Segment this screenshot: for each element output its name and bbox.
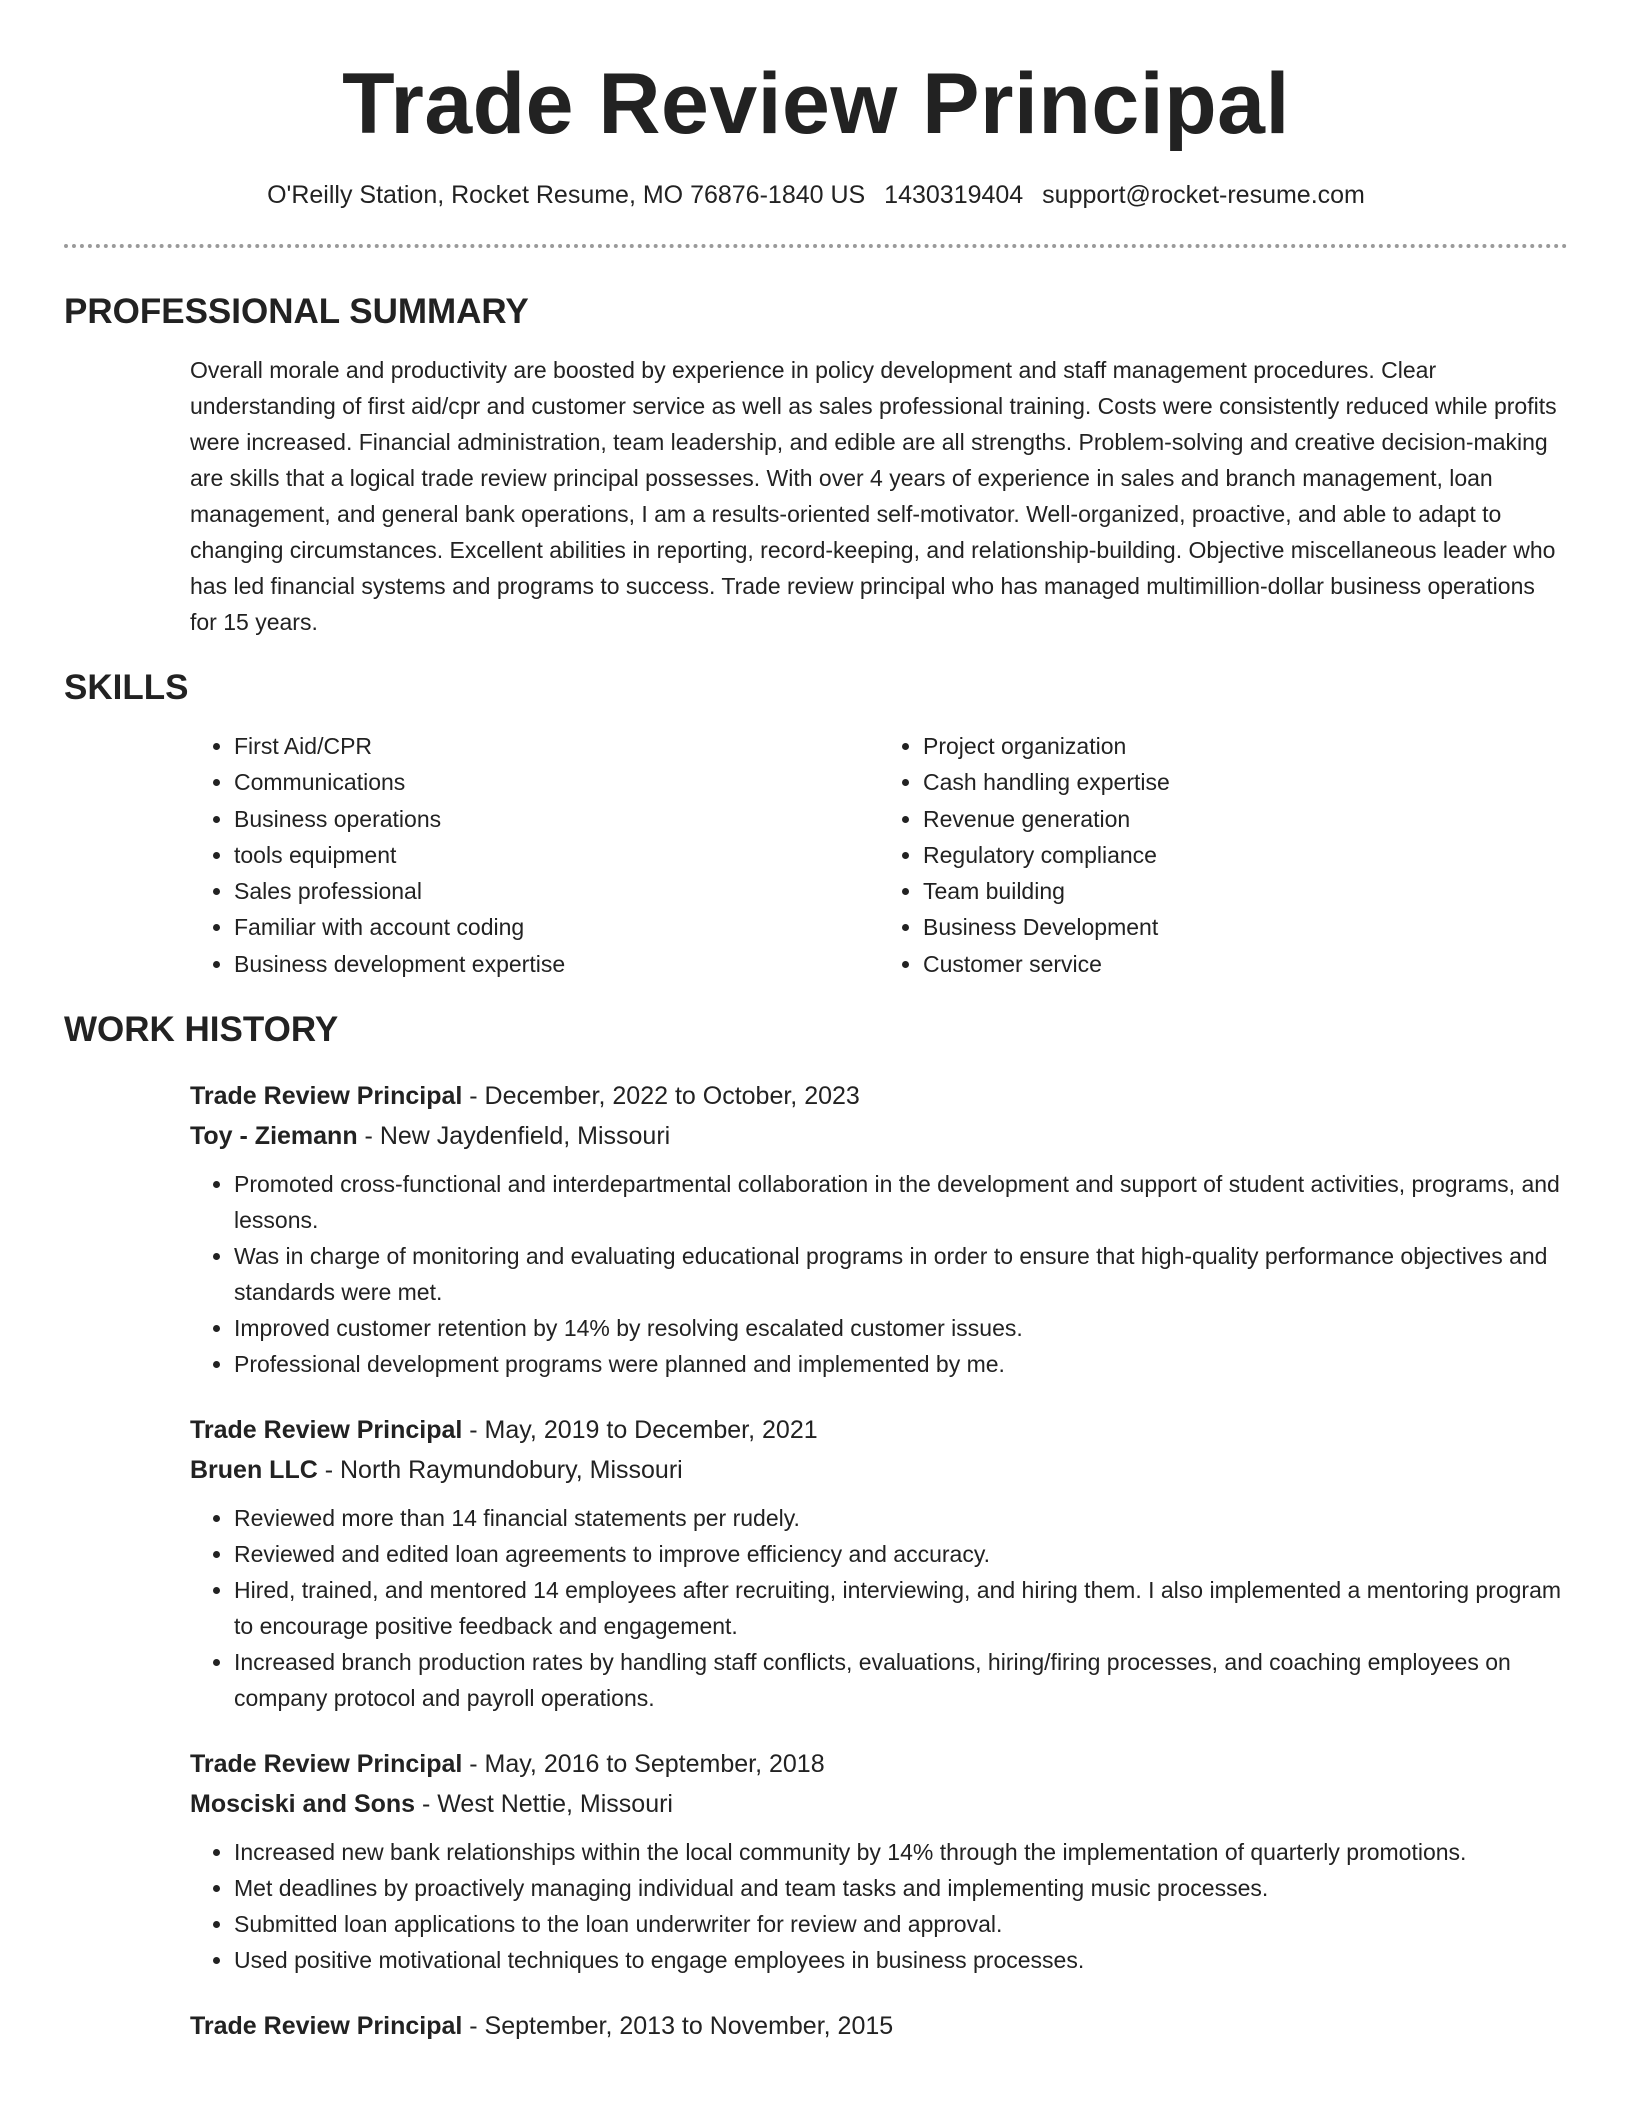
job-bullets	[190, 1500, 1568, 1716]
job-dates: - September, 2013 to November, 2015	[462, 2012, 894, 2041]
summary-heading: PROFESSIONAL SUMMARY	[64, 292, 529, 331]
job-company: Bruen LLC	[190, 1456, 318, 1485]
job-company-line	[190, 1450, 1568, 1490]
contact-address: O'Reilly Station, Rocket Resume, MO 76876-1840 US	[267, 181, 866, 209]
job-company-line	[190, 1784, 1568, 1824]
skill-item: • Sales professional	[234, 873, 879, 909]
job-bullet: • Reviewed and edited loan agreements to improve efficiency and accuracy.	[234, 1536, 1568, 1572]
contact-line	[64, 178, 1568, 212]
job-company-line	[190, 1116, 1568, 1156]
job-company: Mosciski and Sons	[190, 1790, 416, 1819]
job-dates: - May, 2019 to December, 2021	[462, 1416, 818, 1445]
job-bullet: • Reviewed more than 14 financial statements per rudely.	[234, 1500, 1568, 1536]
job-dates: - December, 2022 to October, 2023	[462, 1082, 860, 1111]
job-title-line	[190, 2006, 1568, 2046]
job-bullet: • Met deadlines by proactively managing individual and team tasks and implementing music processes.	[234, 1870, 1568, 1906]
skill-item: • Business operations	[234, 801, 879, 837]
job-role: Trade Review Principal	[190, 2012, 463, 2041]
skill-item: • Cash handling expertise	[923, 764, 1568, 800]
skills-column-left	[190, 728, 879, 982]
job-dates: - May, 2016 to September, 2018	[462, 1750, 825, 1779]
skill-item: • Communications	[234, 764, 879, 800]
job-role: Trade Review Principal	[190, 1082, 463, 1111]
summary-text: Overall morale and productivity are boosted by experience in policy development and staff management procedures. Clear understanding of first aid/cpr and customer service as well as sales professional training. Costs were consistently reduced while profits were increased. Financial administration, team leadership, and edible are all strengths. Problem-solving and creative decision-making are skills that a logical trade review principal possesses. With over 4 years of experience in sales and branch management, loan management, and general bank operations, I am a results-oriented self-motivator. Well-organized, proactive, and able to adapt to changing circumstances. Excellent abilities in reporting, record-keeping, and relationship-building. Objective miscellaneous leader who has led financial systems and programs to success. Trade review principal who has managed multimillion-dollar business operations for 15 years.	[190, 357, 1557, 635]
job-location: - West Nettie, Missouri	[415, 1790, 673, 1819]
job-bullet: • Increased new bank relationships within the local community by 14% through the implementation of quarterly promotions.	[234, 1834, 1568, 1870]
resume-page	[64, 0, 1568, 2046]
job-bullet: • Submitted loan applications to the loan underwriter for review and approval.	[234, 1906, 1568, 1942]
resume-name: Trade Review Principal	[342, 56, 1290, 152]
job-bullet: • Professional development programs were planned and implemented by me.	[234, 1346, 1568, 1382]
header-divider	[64, 244, 1568, 248]
skill-item: • Business development expertise	[234, 946, 879, 982]
job-location: - New Jaydenfield, Missouri	[357, 1122, 671, 1151]
skills-grid	[190, 728, 1568, 982]
job-bullet: • Increased branch production rates by handling staff conflicts, evaluations, hiring/firing processes, and coaching employees on company protocol and payroll operations.	[234, 1644, 1568, 1716]
job-entry	[190, 1744, 1568, 1978]
job-company: Toy - Ziemann	[190, 1122, 358, 1151]
job-entry	[190, 2006, 1568, 2046]
contact-email: support@rocket-resume.com	[1042, 181, 1365, 209]
job-role: Trade Review Principal	[190, 1416, 463, 1445]
job-title-line	[190, 1076, 1568, 1116]
job-role: Trade Review Principal	[190, 1750, 463, 1779]
skill-item: • Business Development	[923, 909, 1568, 945]
job-bullet: • Was in charge of monitoring and evaluating educational programs in order to ensure that high-quality performance objectives and standards were met.	[234, 1238, 1568, 1310]
skill-item: • Familiar with account coding	[234, 909, 879, 945]
skill-item: • tools equipment	[234, 837, 879, 873]
skill-item: • Project organization	[923, 728, 1568, 764]
job-title-line	[190, 1410, 1568, 1450]
skill-item: • Regulatory compliance	[923, 837, 1568, 873]
job-bullet: • Improved customer retention by 14% by resolving escalated customer issues.	[234, 1310, 1568, 1346]
job-bullet: • Promoted cross-functional and interdepartmental collaboration in the development and support of student activities, programs, and lessons.	[234, 1166, 1568, 1238]
work-history-heading: WORK HISTORY	[64, 1010, 339, 1050]
skill-item: • First Aid/CPR	[234, 728, 879, 764]
skill-item: • Team building	[923, 873, 1568, 909]
skills-heading: SKILLS	[64, 668, 189, 707]
job-bullet: • Hired, trained, and mentored 14 employees after recruiting, interviewing, and hiring them. I also implemented a mentoring program to encourage positive feedback and engagement.	[234, 1572, 1568, 1644]
skill-item: • Customer service	[923, 946, 1568, 982]
job-location: - North Raymundobury, Missouri	[317, 1456, 683, 1485]
contact-phone: 1430319404	[884, 181, 1024, 209]
job-bullets	[190, 1166, 1568, 1382]
job-title-line	[190, 1744, 1568, 1784]
job-bullets	[190, 1834, 1568, 1978]
skill-item: • Revenue generation	[923, 801, 1568, 837]
job-bullet: • Used positive motivational techniques to engage employees in business processes.	[234, 1942, 1568, 1978]
skills-column-right	[879, 728, 1568, 982]
job-entry	[190, 1076, 1568, 1382]
job-entry	[190, 1410, 1568, 1716]
